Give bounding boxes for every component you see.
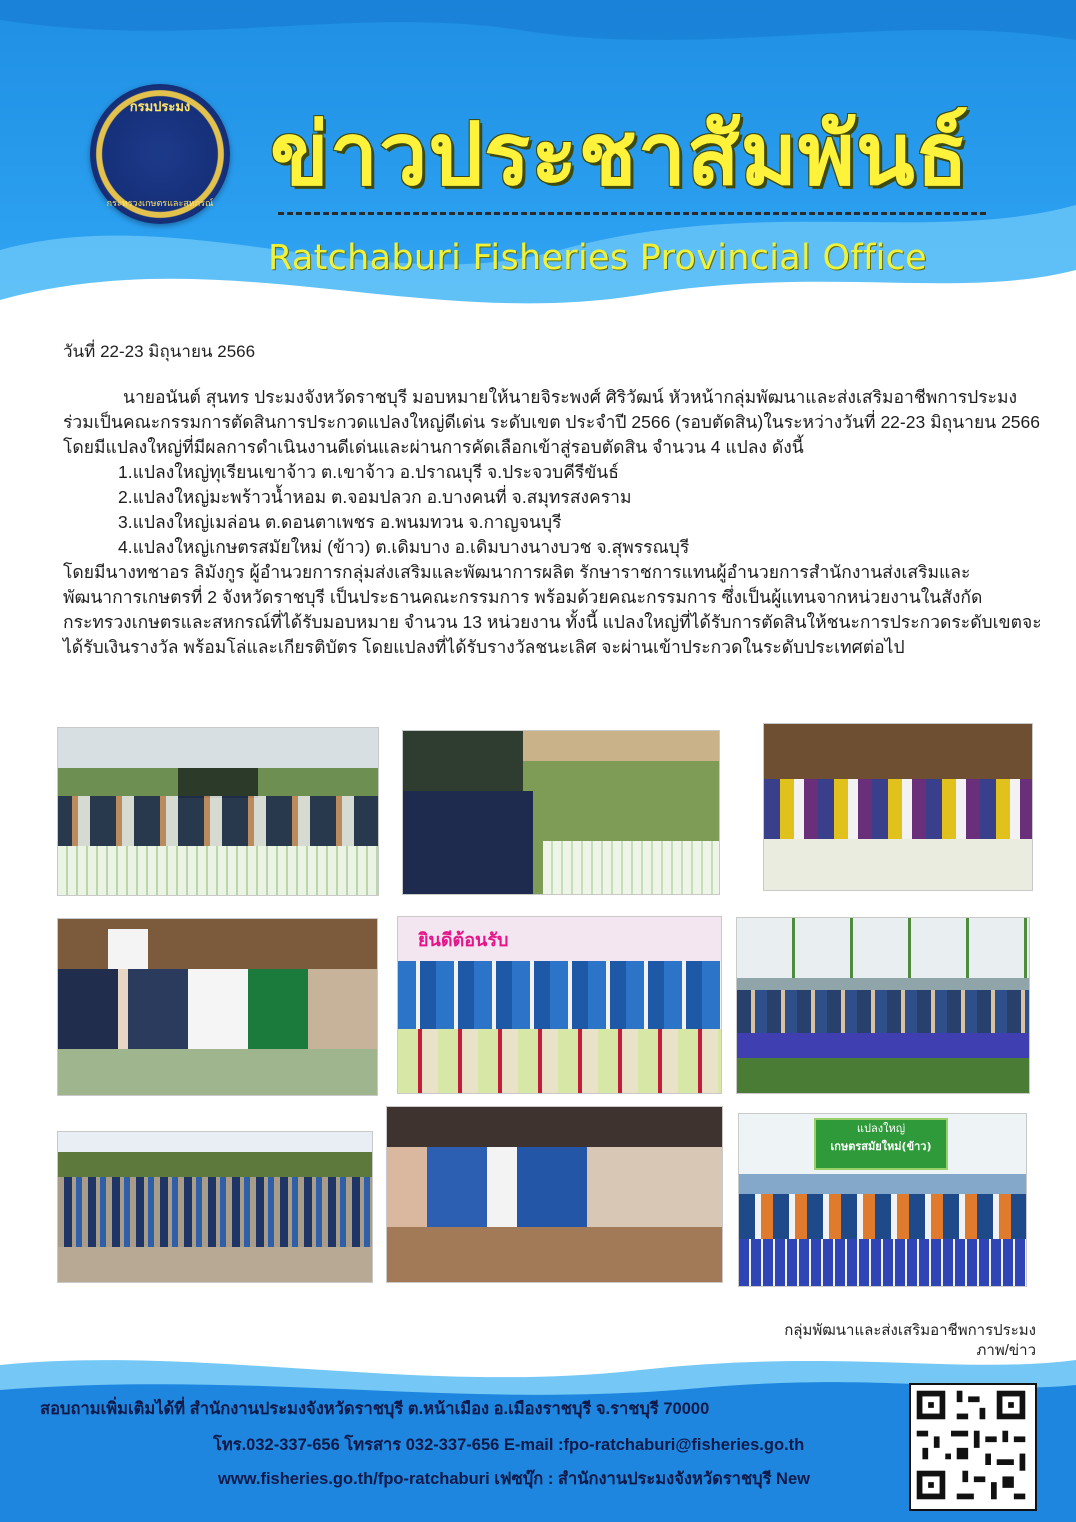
seal-text-top: กรมประมง [129, 100, 191, 115]
photo-outdoor-meeting [736, 917, 1030, 1094]
qr-code-pattern [911, 1385, 1031, 1505]
qr-code-icon [909, 1383, 1037, 1511]
page-title-english: Ratchaburi Fisheries Provincial Office [268, 238, 928, 278]
seal-text-bottom: กระทรวงเกษตรและสหกรณ์ [106, 199, 214, 209]
article-date: วันที่ 22-23 มิถุนายน 2566 [63, 342, 256, 361]
rice-plot-banner [814, 1118, 948, 1170]
list-item: 4.แปลงใหญ่เกษตรสมัยใหม่ (ข้าว) ต.เดิมบาง อ.เดิมบางนางบวช จ.สุพรรณบุรี [118, 537, 690, 557]
rice-plot-banner-line-1: แปลงใหญ่ [856, 1122, 906, 1135]
photo-meeting-tent [57, 727, 379, 896]
article-closing: โดยมีนางทชาอร ลิมังกูร ผู้อำนวยการกลุ่มส่งเสริมและพัฒนาการผลิต รักษาราชการแทนผู้อำนวยการสำนักงานส่งเสริมและพัฒนาการเกษตรที่ 2 จังหวัดราชบุรี เป็นประธานคณะกรรมการ พร้อมด้วยคณะกรรมการ ซึ่งเป็นผู้แทนจากหน่วยงานในสังกัดกระทรวงเกษตรและสหกรณ์ที่ได้รับมอบหมาย จำนวน 13 หน่วยงาน ทั้งนี้ แปลงใหญ่ที่ได้รับการตัดสินให้ชนะการประกวดระดับเขตจะได้รับเงินรางวัล พร้อมโล่และเกียรติบัตร โดยแปลงที่ได้รับรางวัลชนะเลิศ จะผ่านเข้าประกวดในระดับประเทศต่อไป [63, 562, 1042, 657]
photo-rice-plot-meeting [738, 1113, 1027, 1287]
article-intro: นายอนันต์ สุนทร ประมงจังหวัดราชบุรี มอบหมายให้นายจิระพงศ์ ศิริวัฒน์ หัวหน้ากลุ่มพัฒนาและส่งเสริมอาชีพการประมง ร่วมเป็นคณะกรรมการตัดสินการประกวดแปลงใหญ่ดีเด่น ระดับเขต ประจำปี 2566 (รอบตัดสิน)ในระหว่างวันที่ 22-23 มิถุนายน 2566 โดยมีแปลงใหญ่ที่มีผลการดำเนินงานดีเด่นและผ่านการคัดเลือกเข้าสู่รอบตัดสิน จำนวน 4 แปลง ดังนี้ [63, 387, 1041, 457]
credit-role: ภาพ/ข่าว [976, 1342, 1036, 1359]
list-item: 3.แปลงใหญ่เมล่อน ต.ดอนตาเพชร อ.พนมทวน จ.กาญจนบุรี [118, 512, 562, 532]
photo-judges-table [402, 730, 720, 895]
list-item: 1.แปลงใหญ่ทุเรียนเขาจ้าว ต.เขาจ้าว อ.ปราณบุรี จ.ประจวบคีรีขันธ์ [118, 462, 619, 482]
page-title-thai: ข่าวประชาสัมพันธ์ [270, 105, 970, 205]
article-body [63, 385, 1049, 660]
list-item: 2.แปลงใหญ่มะพร้าวน้ำหอม ต.จอมปลวก อ.บางคนที่ จ.สมุทรสงคราม [118, 487, 632, 507]
welcome-banner: ยินดีต้อนรับ [418, 930, 509, 951]
title-divider [278, 212, 986, 215]
photo-melon-farm [397, 916, 722, 1094]
photo-committee-group [763, 723, 1033, 891]
footer-contact-web: www.fisheries.go.th/fpo-ratchaburi เฟซบุ๊ก : สำนักงานประมงจังหวัดราชบุรี New [218, 1470, 810, 1488]
footer-contact-address: สอบถามเพิ่มเติมได้ที่ สำนักงานประมงจังหวัดราชบุรี ต.หน้าเมือง อ.เมืองราชบุรี จ.ราชบุรี 70000 [40, 1400, 710, 1418]
photo-cafe-discussion [386, 1106, 723, 1283]
footer-contact-phone-email: โทร.032-337-656 โทรสาร 032-337-656 E-mail :fpo-ratchaburi@fisheries.go.th [213, 1436, 805, 1454]
credit-group: กลุ่มพัฒนาและส่งเสริมอาชีพการประมง [784, 1322, 1036, 1339]
rice-plot-banner-line-2: เกษตรสมัยใหม่(ข้าว) [830, 1140, 932, 1153]
photo-field-group [57, 1131, 373, 1283]
photo-presentation [57, 918, 378, 1096]
